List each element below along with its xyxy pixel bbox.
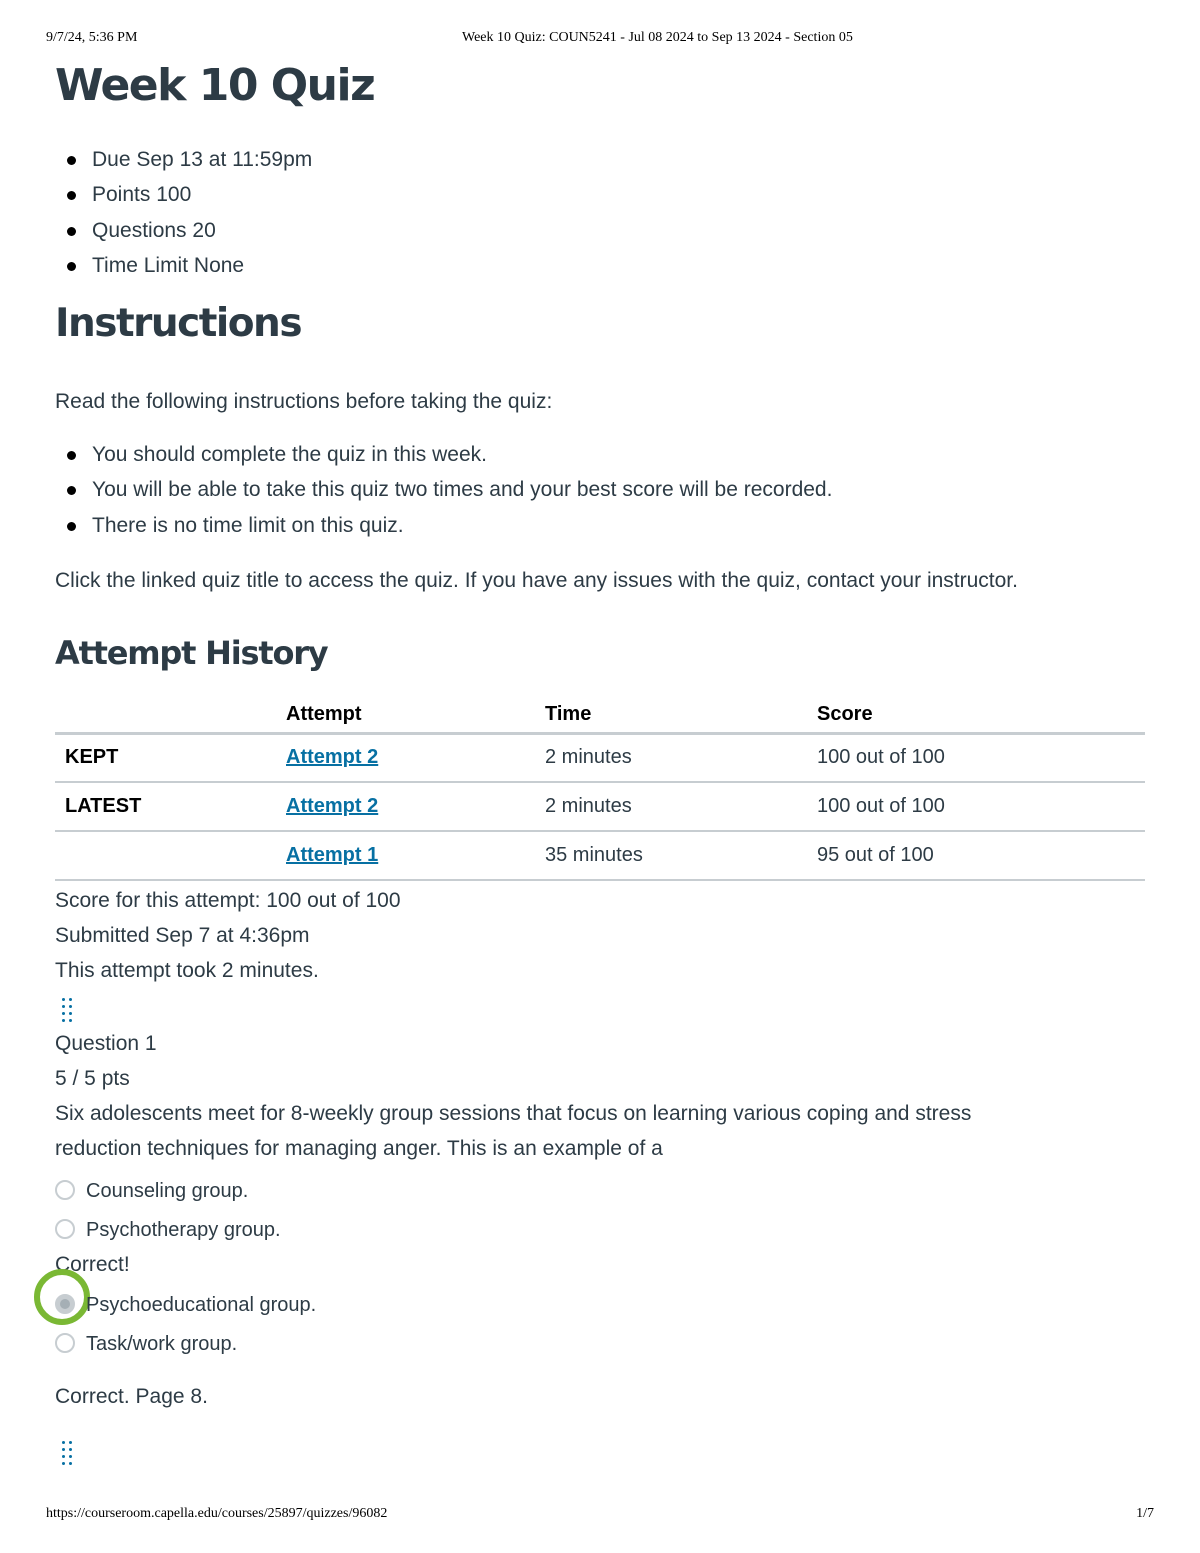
table-header-row: [55, 693, 1145, 733]
print-footer: [0, 1506, 1200, 1526]
quiz-detail-points: Points 100: [55, 177, 312, 212]
table-row: [55, 782, 1145, 831]
attempt-time: 2 minutes: [545, 782, 817, 831]
attempt-history-table: [55, 693, 1145, 881]
question-text-line-1: Six adolescents meet for 8-weekly group sessions that focus on learning various coping and stress: [55, 1102, 972, 1125]
print-header: [0, 30, 1200, 50]
attempt-score-summary: Score for this attempt: 100 out of 100: [55, 889, 401, 912]
answer-label: Psychotherapy group.: [86, 1219, 281, 1241]
page-title: Week 10 Quiz: [55, 60, 375, 111]
quiz-detail-due: Due Sep 13 at 11:59pm: [55, 142, 312, 177]
instructions-heading: Instructions: [55, 301, 302, 346]
print-page-title: Week 10 Quiz: COUN5241 - Jul 08 2024 to Sep 13 2024 - Section 05: [462, 30, 853, 45]
radio-button[interactable]: [55, 1219, 75, 1239]
print-url: https://courseroom.capella.edu/courses/25897/quizzes/96082: [46, 1506, 388, 1521]
instruction-item: There is no time limit on this quiz.: [55, 508, 832, 543]
attempt-link[interactable]: Attempt 2: [286, 795, 379, 817]
instructions-list: [55, 437, 832, 543]
column-header-time: Time: [545, 693, 817, 733]
attempt-score: 95 out of 100: [817, 831, 1145, 880]
correct-answer-label: Correct!: [55, 1253, 130, 1276]
answer-label: Counseling group.: [86, 1180, 249, 1202]
quiz-details-list: [55, 142, 312, 283]
answer-label: Psychoeducational group.: [86, 1294, 317, 1316]
quiz-detail-time-limit: Time Limit None: [55, 248, 312, 283]
question-number: Question 1: [55, 1032, 157, 1055]
question-points: 5 / 5 pts: [55, 1067, 130, 1090]
attempt-history-heading: Attempt History: [55, 634, 328, 672]
attempt-score: 100 out of 100: [817, 733, 1145, 782]
radio-button-selected[interactable]: [55, 1294, 75, 1314]
instructions-note: Click the linked quiz title to access the quiz. If you have any issues with the quiz, contact your instructor.: [55, 569, 1018, 592]
answer-feedback: Correct. Page 8.: [55, 1385, 208, 1408]
instructions-intro: Read the following instructions before taking the quiz:: [55, 390, 553, 413]
submitted-date: Submitted Sep 7 at 4:36pm: [55, 924, 310, 947]
print-date: 9/7/24, 5:36 PM: [46, 30, 138, 45]
table-row: [55, 733, 1145, 782]
attempt-score: 100 out of 100: [817, 782, 1145, 831]
drag-handle-icon[interactable]: [60, 1441, 74, 1465]
instruction-item: You will be able to take this quiz two times and your best score will be recorded.: [55, 472, 832, 507]
radio-button[interactable]: [55, 1180, 75, 1200]
attempt-duration: This attempt took 2 minutes.: [55, 959, 319, 982]
attempt-time: 2 minutes: [545, 733, 817, 782]
instruction-item: You should complete the quiz in this week.: [55, 437, 832, 472]
column-header: [55, 693, 286, 733]
attempt-status: KEPT: [55, 733, 286, 782]
attempt-time: 35 minutes: [545, 831, 817, 880]
attempt-link[interactable]: Attempt 1: [286, 844, 379, 866]
radio-button[interactable]: [55, 1333, 75, 1353]
question-text-line-2: reduction techniques for managing anger. This is an example of a: [55, 1137, 663, 1160]
quiz-detail-questions: Questions 20: [55, 213, 312, 248]
answer-label: Task/work group.: [86, 1333, 238, 1355]
table-row: [55, 831, 1145, 880]
attempt-status: [55, 831, 286, 880]
print-page-number: 1/7: [1136, 1506, 1154, 1521]
drag-handle-icon[interactable]: [60, 998, 74, 1022]
attempt-status: LATEST: [55, 782, 286, 831]
attempt-link[interactable]: Attempt 2: [286, 746, 379, 769]
column-header-attempt: Attempt: [286, 693, 545, 733]
column-header-score: Score: [817, 693, 1145, 733]
